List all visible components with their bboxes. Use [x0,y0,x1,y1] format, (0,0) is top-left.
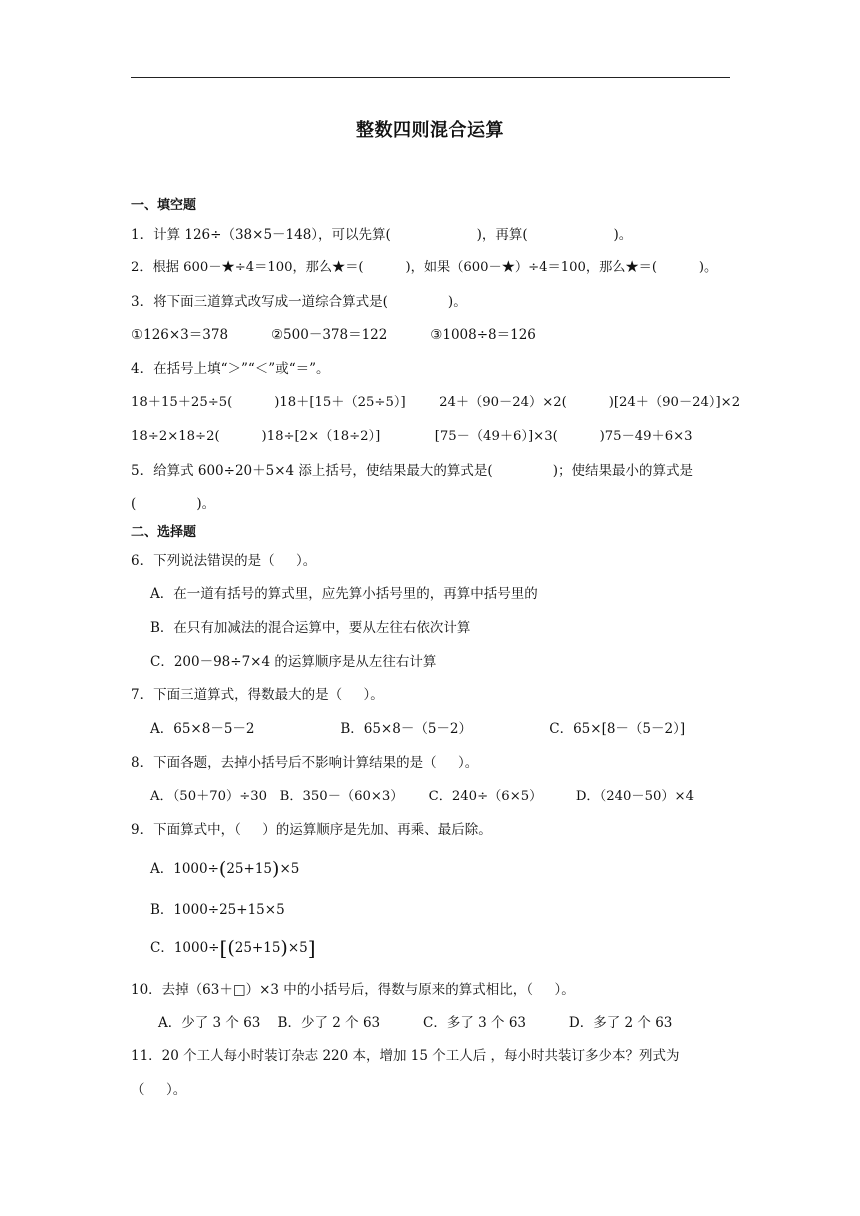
left-paren: ( [227,937,235,959]
page-title: 整数四则混合运算 [356,120,504,141]
question-6: 6．下列说法错误的是（ ）。 [131,553,317,569]
question-4-row-1: 18＋15＋25÷5( )18＋[15＋（25÷5）] 24＋（90－24）×2( )[24＋（90－24）]×2 [131,395,741,410]
question-7: 7．下面三道算式，得数最大的是（ ）。 [131,687,384,703]
question-6-option-c: C．200－98÷7×4 的运算顺序是从左往右计算 [150,654,437,670]
question-5-continued: ( )。 [131,496,216,512]
right-paren: ) [272,858,280,880]
left-paren: ( [218,858,227,880]
question-6-option-a: A．在一道有括号的算式里，应先算小括号里的，再算中括号里的 [150,586,538,602]
question-4: 4．在括号上填“＞”“＜”或“＝”。 [131,361,330,377]
question-9-option-c [150,937,316,959]
question-8: 8．下面各题，去掉小括号后不影响计算结果的是（ ）。 [131,755,479,771]
question-11: 11．20 个工人每小时装订杂志 220 本，增加 15 个工人后 ，每小时共装订多少本？列式为 [131,1048,680,1064]
left-bracket: [ [219,936,228,960]
question-3: 3．将下面三道算式改写成一道综合算式是( )。 [131,294,467,310]
option-a-suffix: ×5 [279,861,300,877]
section-heading-fill-in: 一、填空题 [131,198,197,213]
question-11-continued: （ ）。 [131,1082,187,1098]
question-9: 9．下面算式中，（ ）的运算顺序是先加、再乘、最后除。 [131,822,492,838]
question-10: 10．去掉（63＋□）×3 中的小括号后，得数与原来的算式相比，（ ）。 [131,982,575,998]
right-bracket: ] [307,936,316,960]
question-1: 1．计算 126÷（38×5－148），可以先算( )，再算( )。 [131,227,633,243]
right-paren: ) [280,937,288,959]
question-9-option-b: B．1000÷25+15×5 [150,902,285,918]
option-c-inner: 25+15 [234,940,281,956]
option-a-inner: 25+15 [226,861,273,877]
question-7-options: A．65×8－5－2 B．65×8－（5－2） C．65×[8－（5－2）] [150,721,686,737]
header-rule [131,77,730,78]
section-heading-multiple-choice: 二、选择题 [131,525,197,540]
question-8-options: A．（50＋70）÷30 B．350－（60×3） C．240÷（6×5） D．（240－50）×4 [150,789,694,804]
question-4-row-2: 18÷2×18÷2( )18÷[2×（18÷2）] [75－（49＋6）]×3( )75－49＋6×3 [131,429,693,444]
question-10-options: A．少了 3 个 63 B．少了 2 个 63 C．多了 3 个 63 D．多了 2 个 63 [158,1015,673,1031]
question-3-equations: ①126×3＝378 ②500－378＝122 ③1008÷8＝126 [131,327,536,343]
question-9-option-a [150,858,299,880]
question-2: 2．根据 600－★÷4＝100，那么★＝( )，如果（600－★）÷4＝100，那么★＝( )。 [131,260,718,275]
option-a-prefix: A．1000÷ [150,861,219,877]
option-c-prefix: C．1000÷ [150,940,220,956]
option-c-suffix: ×5 [287,940,308,956]
question-5: 5．给算式 600÷20＋5×4 添上括号，使结果最大的算式是( )；使结果最小的算式是 [131,463,694,479]
question-6-option-b: B．在只有加减法的混合运算中，要从左往右依次计算 [150,620,471,636]
